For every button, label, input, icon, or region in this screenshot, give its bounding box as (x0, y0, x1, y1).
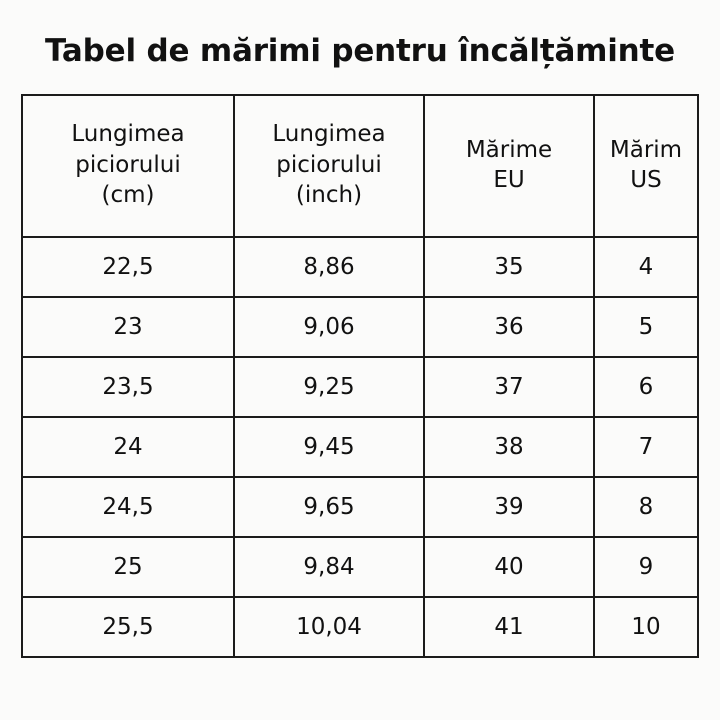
table-row (22, 537, 698, 597)
header-line: piciorului (276, 151, 382, 178)
table-row (22, 477, 698, 537)
column-header-foot-length-cm (22, 95, 234, 237)
shoe-size-table (21, 94, 699, 658)
cell-foot-length-inch: 10,04 (234, 597, 424, 657)
cell-size-us: 6 (594, 357, 698, 417)
cell-size-eu: 41 (424, 597, 594, 657)
cell-foot-length-inch: 9,84 (234, 537, 424, 597)
table-row (22, 357, 698, 417)
column-header-size-eu (424, 95, 594, 237)
cell-size-eu: 36 (424, 297, 594, 357)
table-body (22, 237, 698, 657)
cell-size-us: 10 (594, 597, 698, 657)
cell-size-eu: 39 (424, 477, 594, 537)
header-line: piciorului (75, 151, 181, 178)
cell-foot-length-cm: 24,5 (22, 477, 234, 537)
cell-foot-length-cm: 22,5 (22, 237, 234, 297)
cell-foot-length-inch: 9,06 (234, 297, 424, 357)
header-line: Mărim (609, 136, 683, 163)
header-line: Lungimea (71, 121, 185, 148)
table-row (22, 297, 698, 357)
page-title: Tabel de mărimi pentru încălțăminte (44, 33, 675, 69)
cell-foot-length-cm: 24 (22, 417, 234, 477)
header-line: US (630, 167, 662, 194)
cell-foot-length-inch: 8,86 (234, 237, 424, 297)
table-row (22, 597, 698, 657)
header-line: Lungimea (272, 121, 386, 148)
cell-size-us: 4 (594, 237, 698, 297)
cell-size-eu: 38 (424, 417, 594, 477)
column-header-size-us (594, 95, 698, 237)
header-line: Mărime (465, 136, 553, 163)
cell-foot-length-cm: 25 (22, 537, 234, 597)
cell-foot-length-cm: 25,5 (22, 597, 234, 657)
cell-foot-length-cm: 23,5 (22, 357, 234, 417)
cell-size-us: 9 (594, 537, 698, 597)
cell-size-eu: 37 (424, 357, 594, 417)
table-row (22, 237, 698, 297)
cell-foot-length-cm: 23 (22, 297, 234, 357)
cell-foot-length-inch: 9,65 (234, 477, 424, 537)
table-row (22, 417, 698, 477)
column-header-foot-length-inch (234, 95, 424, 237)
header-line: (cm) (101, 182, 155, 209)
cell-size-us: 7 (594, 417, 698, 477)
header-line: (inch) (295, 182, 363, 209)
cell-size-us: 5 (594, 297, 698, 357)
table-header-row (22, 95, 698, 237)
cell-size-eu: 35 (424, 237, 594, 297)
cell-foot-length-inch: 9,45 (234, 417, 424, 477)
cell-size-us: 8 (594, 477, 698, 537)
header-line: EU (493, 167, 525, 194)
table-header (22, 95, 698, 237)
cell-size-eu: 40 (424, 537, 594, 597)
cell-foot-length-inch: 9,25 (234, 357, 424, 417)
